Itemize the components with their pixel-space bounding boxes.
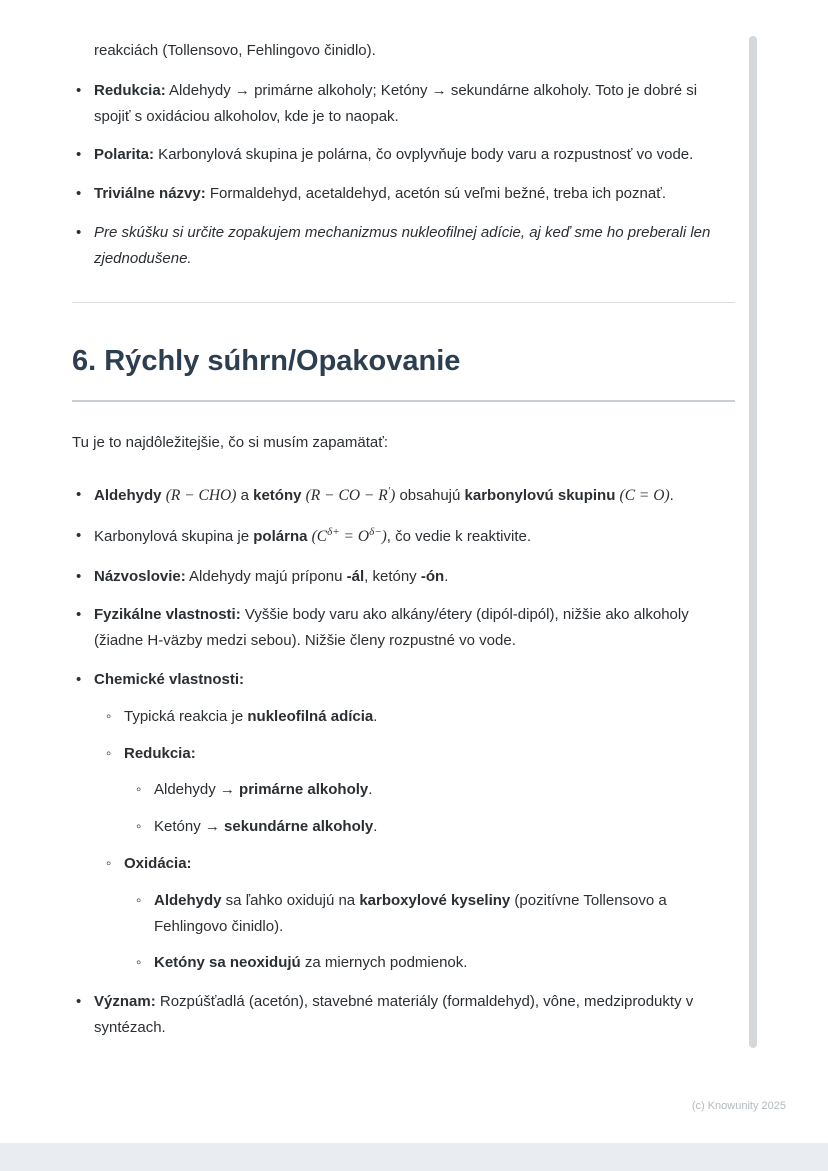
text-segment: Vyššie body varu ako alkány/étery (dipól-dipól), nižšie ako alkoholy (žiadne H-väzby medzi sebou). Nižšie členy rozpustné vo vode. xyxy=(94,606,689,650)
bullet-icon: • xyxy=(76,81,82,99)
text-segment: δ− xyxy=(369,525,382,538)
bullet-icon: • xyxy=(76,185,82,203)
list-item-text xyxy=(124,708,377,725)
list-item xyxy=(72,602,735,654)
bullet-list xyxy=(72,482,735,1040)
bullet-icon: ◦ xyxy=(106,707,112,725)
text-segment: (R − CO − R xyxy=(305,487,388,505)
list-item-text xyxy=(94,146,693,163)
text-segment: Karbonylová skupina je xyxy=(94,527,254,545)
bullet-list xyxy=(132,777,735,840)
text-segment: obsahujú xyxy=(395,487,465,505)
text-segment: Triviálne názvy: xyxy=(94,185,206,203)
bullet-icon: • xyxy=(76,526,82,544)
text-segment: -ál xyxy=(346,567,365,585)
text-segment: . xyxy=(373,707,378,725)
bullet-icon: ◦ xyxy=(106,854,112,872)
text-segment: sa ľahko oxidujú na xyxy=(221,891,360,909)
list-item xyxy=(72,667,735,976)
text-segment: . xyxy=(444,567,449,585)
text-segment: Typická reakcia je xyxy=(124,707,248,725)
text-segment: primárne alkoholy xyxy=(239,781,369,799)
bullet-icon: • xyxy=(76,993,82,1011)
text-segment: Názvoslovie: xyxy=(94,567,186,585)
text-segment: . xyxy=(368,781,373,799)
text-segment: Polarita: xyxy=(94,146,155,164)
text-segment: = O xyxy=(339,527,370,545)
list-item xyxy=(72,564,735,590)
text-segment: (pozitívne Tollensovo a Fehlingovo činidlo). xyxy=(154,891,667,935)
section-divider xyxy=(72,302,735,303)
text-segment: nukleofilná adícia xyxy=(247,707,374,725)
text-segment: Aldehydy majú príponu xyxy=(185,567,347,585)
bullet-icon: • xyxy=(76,223,82,241)
text-segment: Chemické vlastnosti: xyxy=(94,670,245,688)
text-segment: Ketóny → xyxy=(154,818,225,836)
text-segment: (C = O) xyxy=(619,487,670,505)
list-item-text xyxy=(154,818,377,835)
text-segment: Rozpúšťadlá (acetón), stavebné materiály (formaldehyd), vône, medziprodukty v syntézach. xyxy=(94,993,694,1036)
list-item xyxy=(72,220,735,272)
bullet-icon: • xyxy=(76,146,82,164)
text-segment: Oxidácia: xyxy=(124,854,192,872)
text-segment: ) xyxy=(390,487,396,505)
text-segment: Karbonylová skupina je polárna, čo ovplyvňuje body varu a rozpustnosť vo vode. xyxy=(154,146,694,164)
section-heading: 6. Rýchly súhrn/Opakovanie xyxy=(72,337,735,403)
list-item-text xyxy=(124,745,196,762)
list-item xyxy=(72,142,735,168)
key-points-list-container xyxy=(72,78,735,272)
bullet-list xyxy=(132,888,735,976)
text-segment: karbonylovú skupinu xyxy=(464,487,616,505)
intro-paragraph: Tu je to najdôležitejšie, čo si musím zapamätať: xyxy=(72,434,389,452)
list-item-text xyxy=(94,568,448,585)
continuation-paragraph: reakciách (Tollensovo, Fehlingovo činidlo). xyxy=(94,42,376,59)
text-segment: Aldehydy xyxy=(154,891,222,909)
text-segment: -ón xyxy=(420,567,445,585)
copyright-footer: (c) Knowunity 2025 xyxy=(691,1100,786,1112)
list-item xyxy=(102,851,735,976)
list-item-text xyxy=(94,185,666,202)
bullet-icon: • xyxy=(76,567,82,585)
text-segment: Aldehydy → primárne alkoholy; Ketóny → sekundárne alkoholy. Toto je dobré si spojiť s oxidáciou alkoholov, kde je to naopak. xyxy=(94,81,698,125)
list-item-text xyxy=(154,954,467,971)
bullet-icon: • xyxy=(76,486,82,504)
bullet-icon: ◦ xyxy=(106,744,112,762)
text-segment: za miernych podmienok. xyxy=(300,954,468,972)
list-item-text xyxy=(94,82,697,125)
text-segment: , čo vedie k reaktivite. xyxy=(386,527,532,545)
scrollbar-thumb[interactable] xyxy=(749,36,757,1048)
text-segment: ′ xyxy=(387,485,391,498)
list-item-text xyxy=(154,781,372,798)
text-segment: Pre skúšku si určite zopakujem mechanizmus nukleofilnej adície, aj keď sme ho preberali len zjednodušene. xyxy=(94,223,711,267)
list-item-text xyxy=(94,606,689,649)
list-item-text xyxy=(94,993,693,1036)
text-segment: a xyxy=(236,487,254,505)
text-segment: Fyzikálne vlastnosti: xyxy=(94,606,241,624)
bullet-icon: ◦ xyxy=(136,781,142,799)
list-item xyxy=(132,888,735,940)
list-item xyxy=(102,704,735,730)
list-item xyxy=(132,950,735,976)
list-item xyxy=(72,181,735,207)
list-item-text xyxy=(94,487,674,504)
text-segment: karboxylové kyseliny xyxy=(359,891,511,909)
text-segment: Aldehydy xyxy=(94,487,162,505)
bullet-icon: • xyxy=(76,606,82,624)
text-segment: ) xyxy=(381,527,387,545)
recap-list-container xyxy=(72,482,735,1040)
text-segment: Redukcia: xyxy=(124,744,196,762)
text-segment: polárna xyxy=(253,527,308,545)
bullet-icon: ◦ xyxy=(136,818,142,836)
text-segment: Význam: xyxy=(94,993,156,1011)
text-segment: (R − CHO) xyxy=(165,487,237,505)
bullet-list xyxy=(102,704,735,976)
list-item xyxy=(102,741,735,840)
text-segment: Redukcia: xyxy=(94,81,166,99)
list-item xyxy=(72,523,735,551)
list-item-text xyxy=(94,224,710,267)
list-item xyxy=(72,989,735,1041)
list-item-text xyxy=(154,892,667,935)
text-segment: Ketóny sa neoxidujú xyxy=(154,954,301,972)
list-item xyxy=(72,482,735,510)
list-item xyxy=(72,78,735,130)
text-segment: (C xyxy=(311,527,328,545)
bullet-icon: ◦ xyxy=(136,954,142,972)
list-item xyxy=(132,777,735,803)
text-segment: δ+ xyxy=(327,525,340,538)
list-item-text xyxy=(94,525,532,545)
bullet-icon: ◦ xyxy=(136,891,142,909)
text-segment: sekundárne alkoholy xyxy=(224,818,374,836)
text-segment: . xyxy=(373,818,378,836)
bullet-list xyxy=(72,78,735,272)
list-item xyxy=(132,814,735,840)
text-segment: Formaldehyd, acetaldehyd, acetón sú veľmi bežné, treba ich poznať. xyxy=(205,185,666,203)
list-item-text xyxy=(94,671,244,688)
text-segment: , ketóny xyxy=(364,567,421,585)
list-item-text xyxy=(124,855,192,872)
text-segment: Aldehydy → xyxy=(154,781,240,799)
text-segment: . xyxy=(669,487,674,505)
bullet-icon: • xyxy=(76,670,82,688)
text-segment: ketóny xyxy=(253,487,302,505)
